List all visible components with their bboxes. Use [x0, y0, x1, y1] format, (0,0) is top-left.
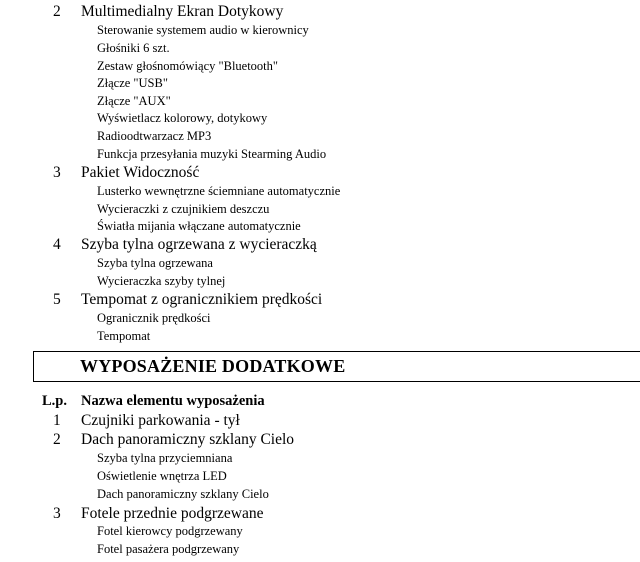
sub-item: Szyba tylna przyciemniana	[97, 451, 233, 465]
column-header-name: Nazwa elementu wyposażenia	[81, 393, 265, 409]
cut-off-row	[0, 557, 640, 562]
sub-item: Szyba tylna ogrzewana	[97, 256, 213, 270]
sub-item: Wyświetlacz kolorowy, dotykowy	[97, 111, 268, 125]
sub-item: Fotel pasażera podgrzewany	[97, 542, 240, 556]
sub-item: Funkcja przesyłania muzyki Stearming Audio	[97, 147, 327, 161]
sub-item: Zestaw głośnomówiący "Bluetooth"	[97, 59, 279, 73]
sub-item: Lusterko wewnętrzne ściemniane automatycznie	[97, 184, 341, 198]
item-number: 1	[53, 412, 61, 429]
section-title: WYPOSAŻENIE DODATKOWE	[80, 356, 346, 376]
sub-item: Tempomat	[97, 329, 151, 343]
item-name: Tempomat z ogranicznikiem prędkości	[81, 291, 323, 308]
item-name: Dach panoramiczny szklany Cielo	[81, 431, 295, 448]
sub-item: Złącze "USB"	[97, 76, 168, 90]
item-name: Multimedialny Ekran Dotykowy	[81, 3, 284, 20]
item-number: 2	[53, 431, 61, 448]
item-number: 5	[53, 291, 61, 308]
item-number: 4	[53, 236, 61, 253]
item-number: 2	[53, 3, 61, 20]
sub-item: Sterowanie systemem audio w kierownicy	[97, 23, 309, 37]
sub-item: Fotel kierowcy podgrzewany	[97, 524, 243, 538]
item-number: 3	[53, 164, 61, 181]
sub-item: Złącze "AUX"	[97, 94, 171, 108]
sub-item: Głośniki 6 szt.	[97, 41, 170, 55]
sub-item: Światła mijania włączane automatycznie	[97, 219, 301, 233]
item-name: Pakiet Widoczność	[81, 164, 200, 181]
sub-item: Oświetlenie wnętrza LED	[97, 469, 227, 483]
sub-item: Ogranicznik prędkości	[97, 311, 211, 325]
sub-item: Dach panoramiczny szklany Cielo	[97, 487, 269, 501]
item-name: Fotele przednie podgrzewane	[81, 505, 264, 522]
sub-item: Radioodtwarzacz MP3	[97, 129, 212, 143]
sub-item: Wycieraczka szyby tylnej	[97, 274, 226, 288]
column-header-lp: L.p.	[42, 393, 67, 409]
item-name: Czujniki parkowania - tył	[81, 412, 240, 429]
sub-item: Wycieraczki z czujnikiem deszczu	[97, 202, 270, 216]
item-name: Szyba tylna ogrzewana z wycieraczką	[81, 236, 317, 253]
item-number: 3	[53, 505, 61, 522]
